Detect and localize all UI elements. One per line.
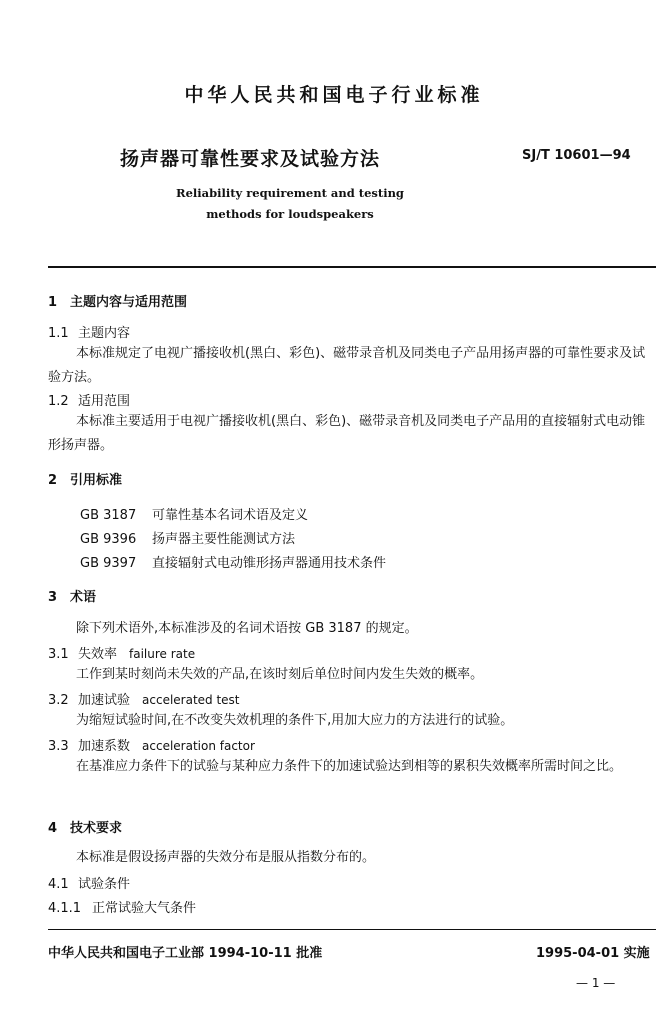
section-3-heading (48, 586, 96, 605)
section-number: 3 (48, 590, 58, 605)
section-3-1-heading (48, 643, 195, 662)
section-3-2-text: 为缩短试验时间,在不改变失效机理的条件下,用加大应力的方法进行的试验。 (76, 713, 514, 728)
section-number: 2 (48, 473, 58, 488)
section-title: 术语 (70, 590, 97, 605)
term-english: accelerated test (142, 693, 240, 707)
reference-code: GB 9397 (80, 556, 137, 571)
standard-code: SJ/T 10601—94 (522, 148, 631, 163)
section-3-2-heading (48, 689, 240, 708)
section-3-3-heading (48, 735, 255, 754)
english-title-line-2: methods for loudspeakers (206, 207, 374, 221)
section-number: 3.2 (48, 693, 69, 708)
reference-code: GB 9396 (80, 532, 137, 547)
section-title: 加速系数 (78, 739, 131, 754)
english-title-line-1: Reliability requirement and testing (176, 186, 404, 200)
header-divider (48, 266, 656, 268)
section-number: 1.1 (48, 326, 69, 341)
section-3-3-text: 在基准应力条件下的试验与某种应力条件下的加速试验达到相等的累积失效概率所需时间之比。 (76, 759, 623, 774)
section-1-2-text: 本标准主要适用于电视广播接收机(黑白、彩色)、磁带录音机及同类电子产品用的直接辐射式电动锥形扬声器。 (48, 414, 646, 453)
section-2-heading (48, 469, 122, 488)
section-title: 试验条件 (78, 877, 131, 892)
reference-title: 扬声器主要性能测试方法 (152, 532, 296, 547)
section-title: 技术要求 (70, 821, 123, 836)
section-number: 4.1 (48, 877, 69, 892)
reference-title: 可靠性基本名词术语及定义 (152, 508, 309, 523)
section-title: 适用范围 (78, 394, 131, 409)
approval-note: 中华人民共和国电子工业部 1994-10-11 批准 (48, 946, 323, 961)
section-4-1-heading (48, 873, 130, 892)
reference-title: 直接辐射式电动锥形扬声器通用技术条件 (152, 556, 387, 571)
section-4-1-1-heading (48, 897, 196, 916)
page-number: — 1 — (576, 976, 616, 990)
section-1-2-heading (48, 390, 130, 409)
standard-body-heading: 中华人民共和国电子行业标准 (184, 84, 484, 106)
section-title: 引用标准 (70, 473, 123, 488)
section-number: 1.2 (48, 394, 69, 409)
section-number: 3.1 (48, 647, 69, 662)
section-1-1-text: 本标准规定了电视广播接收机(黑白、彩色)、磁带录音机及同类电子产品用扬声器的可靠性要求及试验方法。 (48, 346, 646, 385)
footer-divider (48, 929, 656, 930)
section-4-intro: 本标准是假设扬声器的失效分布是服从指数分布的。 (76, 850, 376, 865)
section-1-1-heading (48, 322, 130, 341)
section-3-intro: 除下列术语外,本标准涉及的名词术语按 GB 3187 的规定。 (76, 621, 418, 636)
section-title: 加速试验 (78, 693, 131, 708)
term-english: failure rate (129, 647, 196, 661)
section-1-heading (48, 291, 187, 310)
section-3-1-text: 工作到某时刻尚未失效的产品,在该时刻后单位时间内发生失效的概率。 (76, 667, 484, 682)
section-title: 正常试验大气条件 (92, 901, 197, 916)
document-title: 扬声器可靠性要求及试验方法 (120, 148, 381, 170)
section-4-heading (48, 817, 122, 836)
reference-row (80, 504, 308, 523)
reference-code: GB 3187 (80, 508, 137, 523)
section-title: 主题内容与适用范围 (70, 295, 188, 310)
section-number: 4 (48, 821, 58, 836)
reference-row (80, 528, 295, 547)
reference-row (80, 552, 386, 571)
term-english: acceleration factor (142, 739, 255, 753)
section-title: 失效率 (78, 647, 118, 662)
section-number: 3.3 (48, 739, 69, 754)
section-title: 主题内容 (78, 326, 131, 341)
effective-date: 1995-04-01 实施 (536, 946, 650, 961)
section-number: 4.1.1 (48, 901, 82, 916)
section-number: 1 (48, 295, 58, 310)
